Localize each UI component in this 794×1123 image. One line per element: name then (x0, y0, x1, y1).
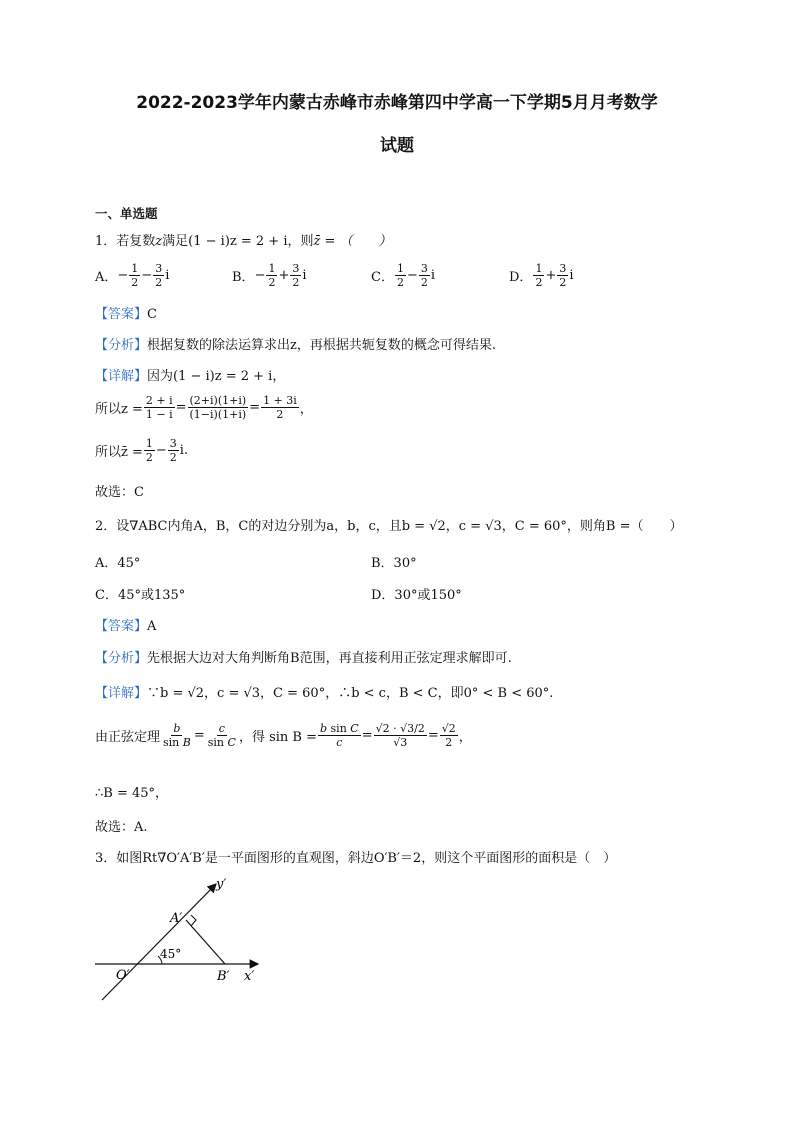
q3-figure (90, 872, 280, 1007)
answer-tag: 【答案】 (95, 619, 148, 634)
answer-tag: 【答案】 (95, 307, 148, 322)
q2-conclusion: 故选：A. (95, 820, 148, 835)
q1-answer: 【答案】C (95, 307, 157, 322)
q2-detail-line3: ∴B = 45°， (95, 786, 169, 801)
q2-stem: 2．设∇ABC内角A，B，C的对边分别为a，b，c，且b = √2，c = √3，C = 60°，则角B =（ ） (95, 519, 683, 534)
q1-stem: 1．若复数z满足(1 − i)z = 2 + i，则z̄ = （ ） (95, 234, 392, 249)
label-y: y′ (216, 877, 227, 892)
document-title-line2: 试题 (380, 136, 414, 156)
q2-option-b: B．30° (371, 556, 417, 571)
detail-tag: 【详解】 (95, 369, 148, 384)
section-heading: 一、单选题 (95, 206, 158, 221)
segment-ab (186, 920, 225, 964)
q2-detail-line1: 【详解】∵b = √2，c = √3，C = 60°，∴b < c，B < C，即0° < B < 60°. (95, 686, 554, 701)
q1-detail-line1: 【详解】因为(1 − i)z = 2 + i， (95, 369, 286, 384)
q1-option-c: C． $\frac{1}{2}$ − $\frac{3}{2}$ i (371, 262, 436, 289)
q1-option-b: B． − $\frac{1}{2}$ + $\frac{3}{2}$ i (232, 262, 307, 289)
q1-conclusion: 故选：C (95, 485, 144, 500)
analysis-tag: 【分析】 (95, 338, 148, 353)
right-angle-marker (191, 915, 196, 926)
analysis-tag: 【分析】 (95, 651, 148, 666)
q1-option-d: D． $\frac{1}{2}$ + $\frac{3}{2}$ i (509, 262, 574, 289)
q2-option-c: C．45°或135° (95, 588, 186, 603)
q2-detail-line2: 由正弦定理 $\frac{b}{\text{sin B}}$ = $\frac{c}{\text{sin C}}$ ，得 sin B = $\frac{\text{b sin C}}{c}$ = $\frac{√2 \cdot √3/2}{√3}$ = $\frac{√2}{2}$ ， (95, 722, 472, 749)
label-o: O′ (116, 968, 130, 983)
q1-analysis: 【分析】根据复数的除法运算求出z，再根据共轭复数的概念可得结果. (95, 338, 496, 353)
q2-answer: 【答案】A (95, 619, 157, 634)
q3-stem: 3．如图Rt∇O′A′B′是一平面图形的直观图，斜边O′B′＝2，则这个平面图形的面积是（ ） (95, 851, 617, 866)
q2-option-a: A．45° (95, 556, 141, 571)
q1-detail-line2: 所以z = $\frac{2 + i}{1 - i}$ = $\frac{(2+i)(1+i)}{(1-i)(1+i)}$ = $\frac{1 + 3i}{2}$ ， (95, 394, 313, 421)
label-x: x′ (244, 969, 255, 984)
label-a: A′ (170, 911, 183, 926)
q1-detail-line3: 所以z̄ = $\frac{1}{2}$ − $\frac{3}{2}$ i. (95, 437, 189, 464)
q2-option-d: D．30°或150° (371, 588, 462, 603)
detail-tag: 【详解】 (95, 686, 148, 701)
q2-analysis: 【分析】先根据大边对大角判断角B范围，再直接利用正弦定理求解即可. (95, 651, 512, 666)
q1-option-a: A． − $\frac{1}{2}$ − $\frac{3}{2}$ i (95, 262, 170, 289)
document-title-line1: 2022-2023学年内蒙古赤峰市赤峰第四中学高一下学期5月月考数学 (136, 93, 658, 113)
label-b: B′ (217, 969, 230, 984)
label-angle: 45° (160, 947, 182, 961)
